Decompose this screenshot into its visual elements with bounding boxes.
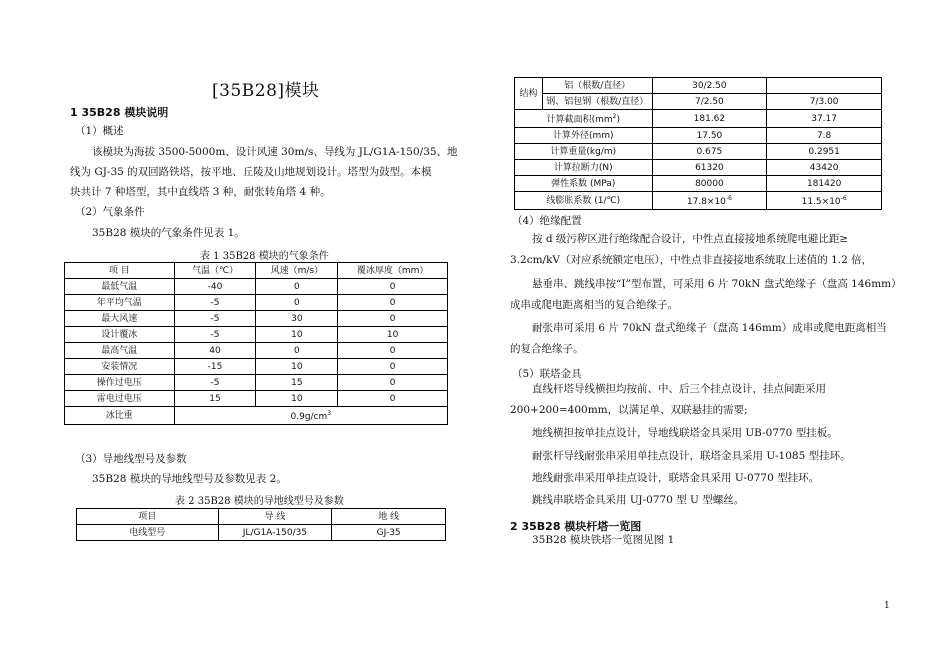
- table-cell: 15: [174, 391, 256, 407]
- table-cell: 线膨胀系数 (1/℃): [515, 192, 653, 210]
- table-cell: -5: [174, 327, 256, 343]
- table-row: [65, 311, 448, 327]
- table-cell: 雷电过电压: [65, 391, 175, 407]
- section-2-text: 35B28 模块铁塔一览图见图 1: [532, 534, 675, 546]
- weather-intro: 35B28 模块的气象条件见表 1。: [92, 227, 245, 239]
- weather-table: [64, 262, 448, 425]
- table-cell: 最高气温: [65, 343, 175, 359]
- table-cell: 10: [256, 359, 338, 375]
- subsection-conductor: （3）导地线型号及参数: [75, 453, 187, 465]
- table-header-row: [65, 263, 448, 279]
- table-cell: 30/2.50: [652, 78, 767, 94]
- conductor-params-table: [514, 77, 882, 210]
- table-row: [515, 94, 882, 110]
- table-header-cell: 风速（m/s）: [256, 263, 338, 279]
- cell-value: 17.8×10: [686, 197, 726, 207]
- table-cell: 电线型号: [77, 525, 219, 541]
- fittings-p5: 跳线串联塔金具采用 UJ-0770 型 U 型螺丝。: [532, 494, 745, 506]
- table-cell: 安装情况: [65, 359, 175, 375]
- table-row: [65, 327, 448, 343]
- table-cell: 年平均气温: [65, 295, 175, 311]
- table-cell: 61320: [652, 160, 767, 176]
- table-cell: 17.50: [652, 128, 767, 144]
- table-cell: -5: [174, 311, 256, 327]
- table-row: [515, 144, 882, 160]
- cell-label-end: ): [616, 115, 620, 125]
- table-cell: 计算重量(kg/m): [515, 144, 653, 160]
- table-cell: -5: [174, 375, 256, 391]
- table-cell: 最低气温: [65, 279, 175, 295]
- conductor-intro: 35B28 模块的导地线型号及参数见表 2。: [92, 473, 287, 485]
- table-row: [515, 78, 882, 94]
- table-row: [65, 391, 448, 407]
- table-cell: 0: [338, 359, 448, 375]
- table-cell: 80000: [652, 176, 767, 192]
- table-cell: 7.8: [767, 128, 882, 144]
- table-header-cell: 覆冰厚度（mm）: [338, 263, 448, 279]
- insulation-p2-line-2: 成串或爬电距离相当的复合绝缘子。: [510, 299, 678, 311]
- insulation-p1-line-2: 3.2cm/kV（对应系统额定电压），中性点非直接接地系统取上述值的 1.2 倍，: [510, 254, 873, 266]
- table-cell: 0: [338, 391, 448, 407]
- cell-label: 计算截面积(mm: [546, 115, 613, 125]
- table-cell: 最大风速: [65, 311, 175, 327]
- table-row: [65, 279, 448, 295]
- insulation-p3-line-2: 的复合绝缘子。: [510, 343, 584, 355]
- cell-sup: -6: [840, 195, 847, 202]
- ice-value: 0.9g/cm: [290, 412, 328, 422]
- table-cell: 15: [256, 375, 338, 391]
- overview-line-3: 块共计 7 种塔型，其中直线塔 3 种，耐张转角塔 4 种。: [70, 186, 331, 198]
- table-cell: [767, 78, 882, 94]
- table-cell: 0: [338, 375, 448, 391]
- table-cell: 0: [338, 311, 448, 327]
- table-header-cell: 地 线: [332, 509, 446, 525]
- ice-value-cell: [174, 407, 447, 425]
- table-header-row: [77, 509, 446, 525]
- table-cell: 0: [338, 295, 448, 311]
- ice-label: 冰比重: [65, 407, 175, 425]
- table-cell: 计算拉断力(N): [515, 160, 653, 176]
- subsection-overview: （1）概述: [75, 125, 124, 137]
- table-cell: 181420: [767, 176, 882, 192]
- table-cell: GJ-35: [332, 525, 446, 541]
- table-cell: 10: [256, 327, 338, 343]
- fittings-p1-line-2: 200+200=400mm，以满足单、双联悬挂的需要;: [510, 404, 748, 416]
- ice-sup: 3: [327, 410, 332, 417]
- table-cell: 0.675: [652, 144, 767, 160]
- table-cell: 43420: [767, 160, 882, 176]
- table-cell: 0: [338, 343, 448, 359]
- fittings-p2: 地线横担按单挂点设计，导地线联塔金具采用 UB-0770 型挂板。: [532, 427, 838, 439]
- table-cell: 计算外径(mm): [515, 128, 653, 144]
- fittings-p4: 地线耐张串采用单挂点设计，联塔金具采用 U-0770 型挂环。: [532, 472, 820, 484]
- subsection-insulation: （4）绝缘配置: [512, 215, 582, 227]
- overview-line-1: 该模块为海拔 3500-5000m、设计风速 30m/s、导线为 JL/G1A-150/35、地: [92, 146, 458, 158]
- table-cell: 0: [256, 343, 338, 359]
- table-cell: 0: [256, 295, 338, 311]
- table-row: [515, 160, 882, 176]
- table-cell: 30: [256, 311, 338, 327]
- table-row: [515, 110, 882, 128]
- section-1-heading: 1 35B28 模块说明: [70, 106, 169, 119]
- page-number: 1: [884, 601, 890, 611]
- table-header-cell: 项 目: [65, 263, 175, 279]
- cell-value: 11.5×10: [801, 197, 841, 207]
- table-cell: 0.2951: [767, 144, 882, 160]
- table-cell: 10: [338, 327, 448, 343]
- table-cell: 7/2.50: [652, 94, 767, 110]
- cell-sup: 2: [612, 113, 617, 120]
- insulation-p1-line-1: 按 d 级污秽区进行绝缘配合设计，中性点直接接地系统爬电避比距≥: [532, 233, 849, 245]
- table-cell: [652, 192, 767, 210]
- table-cell: 10: [256, 391, 338, 407]
- table-row: [65, 343, 448, 359]
- section-2-heading: 2 35B28 模块杆塔一览图: [510, 520, 642, 533]
- table-header-cell: 项目: [77, 509, 219, 525]
- overview-line-2: 线为 GJ-35 的双回路铁塔，按平地、丘陵及山地规划设计。塔型为鼓型。本模: [70, 166, 432, 178]
- table-cell: 铝（根数/直径）: [542, 78, 652, 94]
- table-cell: 设计覆冰: [65, 327, 175, 343]
- insulation-p2-line-1: 悬垂串、跳线串按“I”型布置，可采用 6 片 70kN 盘式绝缘子（盘高 146mm）: [532, 278, 902, 290]
- fittings-p1-line-1: 直线杆塔导线横担均按前、中、后三个挂点设计，挂点间距采用: [532, 383, 826, 395]
- table-cell: 40: [174, 343, 256, 359]
- table-cell: 181.62: [652, 110, 767, 128]
- subsection-fittings: （5）联塔金具: [512, 368, 582, 380]
- table-row: [65, 295, 448, 311]
- page-title: [35B28]模块: [212, 81, 320, 101]
- table-cell: 7/3.00: [767, 94, 882, 110]
- table-cell: JL/G1A-150/35: [218, 525, 332, 541]
- table-header-cell: 导 线: [218, 509, 332, 525]
- table-cell: 弹性系数 (MPa): [515, 176, 653, 192]
- table-cell: 0: [256, 279, 338, 295]
- structure-label: 结构: [515, 78, 543, 110]
- insulation-p3-line-1: 耐张串可采用 6 片 70kN 盘式绝缘子（盘高 146mm）成串或爬电距离相当: [532, 322, 887, 334]
- table-row: [77, 525, 446, 541]
- table-cell: -40: [174, 279, 256, 295]
- table-cell: 钢、铝包钢（根数/直径）: [542, 94, 652, 110]
- table1-caption: 表 1 35B28 模块的气象条件: [200, 251, 329, 262]
- cell-sup: -6: [725, 195, 732, 202]
- conductor-table: [76, 508, 446, 541]
- table-cell: [767, 192, 882, 210]
- table-row: [65, 375, 448, 391]
- table-row: [515, 128, 882, 144]
- table-cell: -5: [174, 295, 256, 311]
- table2-caption: 表 2 35B28 模块的导地线型号及参数: [175, 496, 344, 507]
- table-row: [515, 176, 882, 192]
- table-row: [65, 407, 448, 425]
- table-cell: [515, 110, 653, 128]
- table-row: [65, 359, 448, 375]
- table-header-cell: 气温（℃）: [174, 263, 256, 279]
- table-cell: 0: [338, 279, 448, 295]
- table-cell: 操作过电压: [65, 375, 175, 391]
- table-cell: 37.17: [767, 110, 882, 128]
- subsection-weather: （2）气象条件: [75, 206, 145, 218]
- table-row: [515, 192, 882, 210]
- table-cell: -15: [174, 359, 256, 375]
- fittings-p3: 耐张杆导线耐张串采用单挂点设计，联塔金具采用 U-1085 型挂环。: [532, 450, 851, 462]
